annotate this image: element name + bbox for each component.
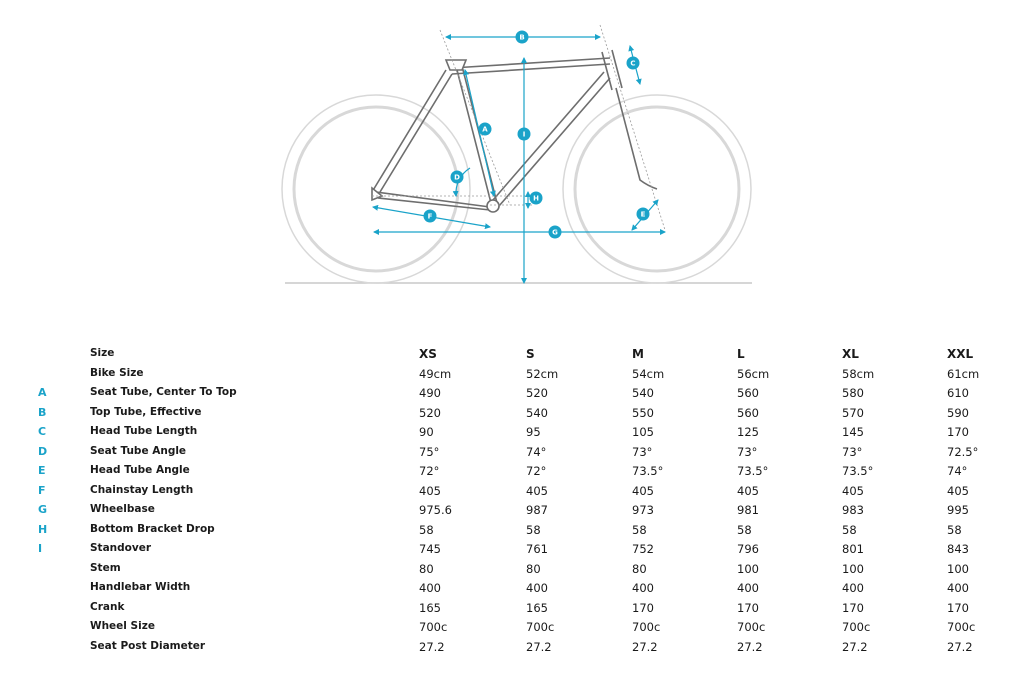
table-cell: 987 [526,503,548,517]
table-cell: 58cm [842,366,875,381]
marker-i [518,128,531,141]
row-label: Standover [90,542,152,554]
size-column-header: XL [842,347,859,361]
table-cell: 73° [632,444,653,459]
marker-c [627,57,640,70]
table-cell: 100 [737,561,759,576]
table-cell: 27.2 [526,639,552,654]
table-cell: 170 [737,600,759,615]
table-row [0,599,1024,619]
row-label: Bottom Bracket Drop [90,522,215,535]
svg-text:F: F [427,212,433,221]
table-row [0,462,1024,482]
row-label: Wheel Size [90,620,155,632]
table-cell: 540 [632,386,654,400]
table-cell: 170 [632,600,654,615]
dimension-letter: F [38,483,46,497]
table-cell: 80 [526,561,541,576]
table-row [0,540,1024,560]
table-row [0,365,1024,385]
row-label: Bike Size [90,366,144,379]
svg-text:A: A [482,125,488,134]
table-cell: 73.5° [632,464,664,478]
size-column-header: S [526,347,535,361]
table-cell: 801 [842,542,864,556]
table-row [0,423,1024,443]
table-cell: 700c [737,620,766,634]
table-cell: 400 [737,581,759,595]
table-cell: 170 [842,600,864,615]
table-cell: 981 [737,503,759,517]
table-cell: 27.2 [632,639,658,654]
table-row [0,521,1024,541]
table-cell: 405 [419,483,441,498]
table-cell: 27.2 [842,639,868,654]
table-cell: 58 [526,522,541,537]
row-label: Seat Post Diameter [90,639,206,652]
table-cell: 73° [842,444,863,459]
table-cell: 74° [947,464,968,478]
table-cell: 52cm [526,366,559,381]
table-row [0,501,1024,521]
table-cell: 74° [526,444,547,459]
table-row [0,443,1024,463]
table-cell: 700c [842,620,871,634]
row-label: Crank [90,600,125,613]
table-cell: 27.2 [419,639,445,654]
table-cell: 170 [947,600,969,615]
marker-b [516,31,529,44]
table-cell: 58 [419,522,434,537]
size-column-header: XS [419,347,437,361]
svg-text:C: C [630,59,636,68]
table-cell: 520 [419,405,441,420]
table-cell: 165 [526,600,548,615]
svg-text:D: D [454,173,460,182]
row-label: Seat Tube Angle [90,444,187,457]
table-cell: 73.5° [737,464,769,478]
table-cell: 58 [947,522,962,537]
table-cell: 170 [947,425,969,439]
table-cell: 400 [947,581,969,595]
dimension-letter: A [38,386,47,399]
table-cell: 75° [419,444,440,459]
table-cell: 700c [526,620,555,634]
table-cell: 105 [632,425,654,439]
table-row [0,618,1024,638]
dimension-letter: I [38,542,43,555]
marker-a [479,123,492,136]
table-cell: 95 [526,425,541,439]
table-cell: 570 [842,405,864,420]
table-row [0,384,1024,404]
table-cell: 973 [632,503,654,517]
table-cell: 72° [526,464,547,478]
table-cell: 560 [737,405,759,420]
table-cell: 400 [842,581,864,595]
table-cell: 761 [526,542,548,556]
table-cell: 61cm [947,366,980,381]
table-cell: 54cm [632,366,665,381]
table-cell: 745 [419,542,441,556]
table-cell: 125 [737,425,759,439]
table-cell: 560 [737,386,759,400]
table-cell: 27.2 [947,639,973,654]
table-cell: 550 [632,405,654,420]
size-column-header: M [632,347,644,361]
row-label: Head Tube Length [90,425,198,437]
table-cell: 58 [737,522,752,537]
table-cell: 752 [632,542,654,556]
marker-e [637,208,650,221]
row-label: Seat Tube, Center To Top [90,386,237,398]
table-row [0,579,1024,599]
table-cell: 700c [419,620,448,634]
table-row [0,560,1024,580]
guide-lines [372,25,665,230]
table-cell: 400 [632,581,654,595]
marker-g [549,226,562,239]
size-header-label: Size [90,347,115,359]
bike-geometry-diagram [0,0,1024,300]
table-cell: 27.2 [737,639,763,654]
table-row [0,638,1024,658]
bike-frame [372,50,657,212]
svg-text:B: B [519,33,525,42]
svg-text:E: E [640,210,646,219]
table-cell: 590 [947,405,969,420]
table-cell: 100 [842,561,864,576]
table-cell: 58 [632,522,647,537]
svg-text:I: I [522,130,526,139]
rear-wheel [282,95,470,283]
table-cell: 405 [526,483,548,498]
table-cell: 405 [947,483,969,498]
dimension-letter: G [38,503,48,516]
row-label: Top Tube, Effective [90,405,202,418]
table-cell: 80 [419,561,434,576]
geometry-table [0,345,1024,657]
table-cell: 995 [947,503,969,517]
table-cell: 540 [526,405,548,420]
row-label: Chainstay Length [90,483,194,496]
table-cell: 700c [947,620,976,634]
svg-text:G: G [552,228,558,237]
table-cell: 100 [947,561,969,576]
marker-f [424,210,437,223]
table-cell: 610 [947,386,969,400]
table-cell: 400 [526,581,548,595]
table-cell: 520 [526,386,548,400]
table-header-row [0,345,1024,365]
table-cell: 165 [419,600,441,615]
svg-text:H: H [533,194,539,203]
table-cell: 56cm [737,366,770,381]
table-cell: 796 [737,542,759,556]
table-row [0,482,1024,502]
marker-d [451,171,464,184]
table-cell: 405 [737,483,759,498]
table-cell: 405 [842,483,864,498]
table-row [0,404,1024,424]
marker-h [530,192,543,205]
row-label: Head Tube Angle [90,464,190,476]
table-cell: 983 [842,503,864,517]
dimension-letter: E [38,464,46,477]
row-label: Handlebar Width [90,581,191,593]
table-cell: 580 [842,386,864,400]
table-cell: 80 [632,561,647,576]
size-column-header: L [737,347,745,361]
table-cell: 73° [737,444,758,459]
table-cell: 49cm [419,366,452,381]
table-cell: 843 [947,542,969,556]
table-cell: 405 [632,483,654,498]
table-cell: 72° [419,464,440,478]
dimension-letter: B [38,405,47,419]
row-label: Wheelbase [90,503,155,515]
dimension-letter: C [38,425,47,438]
table-cell: 73.5° [842,464,874,478]
table-cell: 58 [842,522,857,537]
table-cell: 975.6 [419,503,452,517]
table-cell: 700c [632,620,661,634]
table-cell: 145 [842,425,864,439]
dimension-letter: H [38,522,48,536]
row-label: Stem [90,561,121,574]
size-column-header: XXL [947,347,974,361]
table-cell: 90 [419,425,434,439]
dimension-letter: D [38,444,48,458]
measurement-lines [373,37,665,283]
table-cell: 72.5° [947,444,979,459]
table-cell: 400 [419,581,441,595]
table-cell: 490 [419,386,441,400]
